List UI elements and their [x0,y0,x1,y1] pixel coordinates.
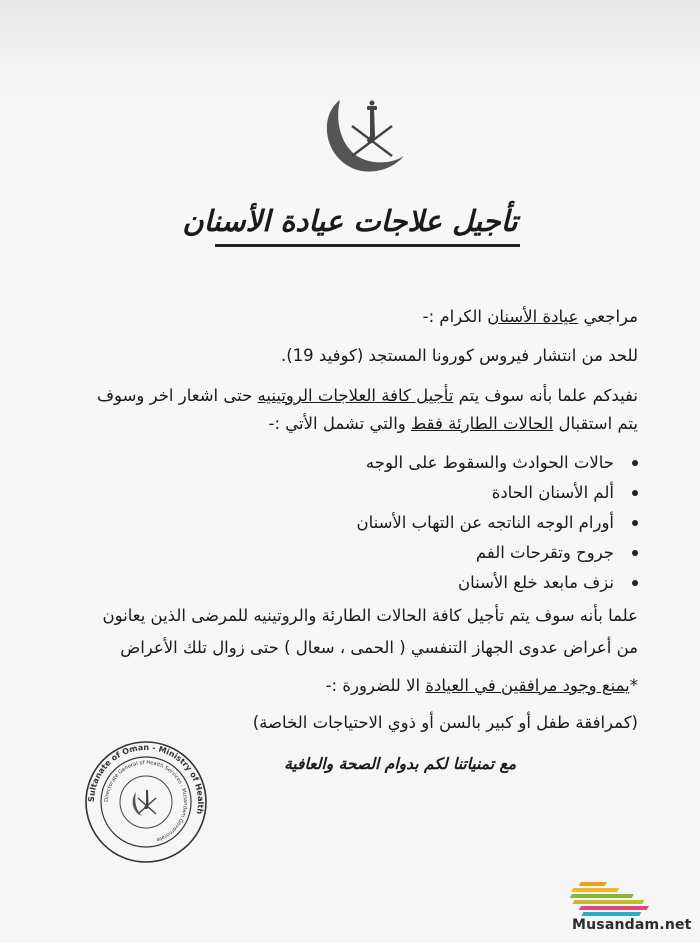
purpose-line: للحد من انتشار فيروس كورونا المستجد (كوفيد 19). [281,346,638,365]
watermark-text: Musandam.net [572,917,692,933]
companion-rule: *يمنع وجود مرافقين في العيادة الا للضرورة :- [325,676,638,695]
svg-text:Directorate General of Health [104,760,188,843]
notice-line-2: يتم استقبال الحالات الطارئة فقط والتي تشمل الأتي :- [268,414,638,433]
bullet-icon [632,490,638,496]
list-item: جروح وتقرحات الفم [356,542,638,572]
notice-line-1: نفيدكم علما بأنه سوف يتم تأجيل كافة العلاجات الروتينيه حتى اشعار اخر وسوف [96,386,638,405]
paragraph-2-line-2: من أعراض عدوى الجهاز التنفسي ( الحمى ، سعال ) حتى زوال تلك الأعراض [120,638,638,657]
paragraph-2-line-1: علما بأنه سوف يتم تأجيل كافة الحالات الطارئة والروتينيه للمرضى الذين يعانون [102,606,638,625]
bullet-icon [632,520,638,526]
list-item: أورام الوجه الناتجه عن التهاب الأسنان [356,512,638,542]
closing-wish: مع تمنياتنا لكم بدوام الصحة والعافية [284,755,516,773]
stamp-inner-text: Directorate General of Health Services - Musandam Governorate [103,759,189,843]
bullet-icon [632,460,638,466]
emergency-cases-list [356,452,638,602]
oman-emblem-icon [318,92,414,174]
bullet-icon [632,550,638,556]
list-item: نزف مابعد خلع الأسنان [356,572,638,602]
official-stamp [84,740,208,864]
stamp-emblem-icon [133,790,156,816]
stamp-outer-text: Sultanate of Oman - Ministry of Health [86,742,206,815]
companion-rule-detail: (كمرافقة طفل أو كبير بالسن أو ذوي الاحتياجات الخاصة) [252,713,638,732]
list-item: ألم الأسنان الحادة [356,482,638,512]
page-title: تأجيل علاجات عيادة الأسنان [182,204,518,238]
greeting: مراجعي عيادة الأسنان الكرام :- [422,307,638,326]
list-item: حالات الحوادث والسقوط على الوجه [356,452,638,482]
title-underline [215,244,520,247]
bullet-icon [632,580,638,586]
